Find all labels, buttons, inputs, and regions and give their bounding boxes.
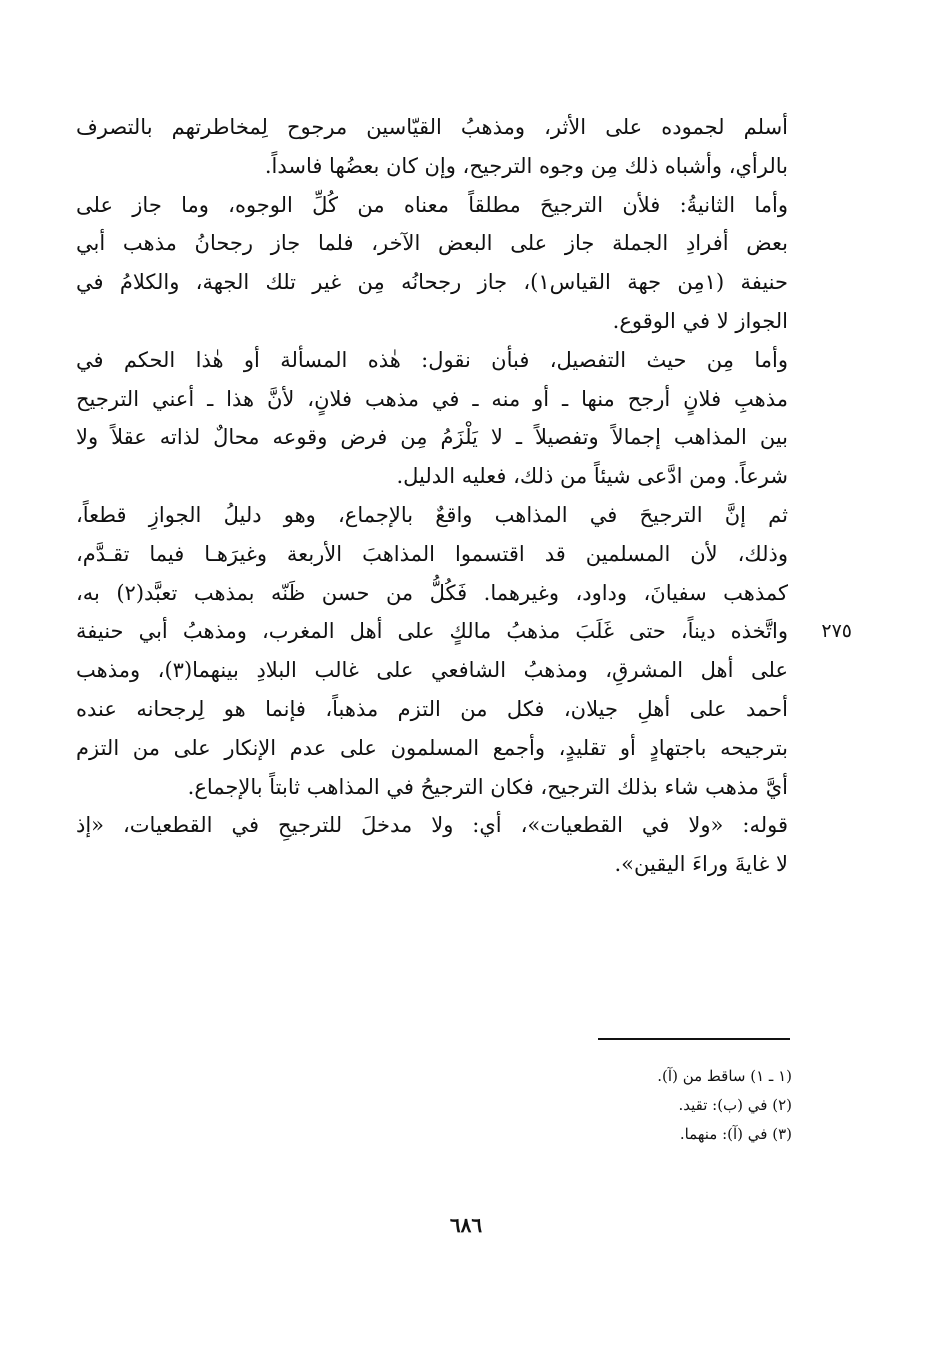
text-line: كمذهب سفيانَ، وداود، وغيرهما. فَكُلُّ من حسن ظَنّه بمذهب تعبَّد(٢) به، — [76, 580, 788, 605]
text-line: شرعاً. ومن ادَّعى شيئاً من ذلك، فعليه الدليل. — [396, 464, 788, 489]
text-line: لا غايةَ وراءَ اليقين». — [614, 852, 788, 877]
text-line: أحمد على أهلِ جيلان، فكل من التزم مذهباً، فإنما هو لِرجحانه عنده — [76, 696, 788, 721]
footnote: (١ ـ ١) ساقط من (آ). — [657, 1067, 792, 1085]
text-line: قوله: «ولا في القطعيات»، أي: ولا مدخلَ للترجيحِ في القطعيات، «إذ — [76, 813, 788, 838]
text-line: أسلم لجموده على الأثر، ومذهبُ القيّاسين مرجوح لِمخاطرتهم بالتصرف — [76, 115, 788, 139]
footnote: (٢) في (ب): تقيد. — [678, 1096, 792, 1114]
text-line: على أهل المشرقِ، ومذهبُ الشافعي على غالب البلادِ بينهما(٣)، ومذهب — [76, 658, 788, 683]
text-line: بترجيحه باجتهادٍ أو تقليدٍ، وأجمع المسلمون على عدم الإنكار على من التزم — [76, 735, 788, 760]
text-line: وأما الثانيةُ: فلأن الترجيحَ مطلقاً معناه من كُلِّ الوجوه، وما جاز على — [76, 192, 788, 217]
text-line: واتَّخذه ديناً، حتى غَلَبَ مذهبُ مالكٍ على أهل المغرب، ومذهبُ أبي حنيفة — [76, 619, 788, 644]
body-text — [76, 108, 788, 884]
text-line: بعض أفرادِ الجملة جاز على البعض الآخر، فلما جاز رجحانُ مذهب أبي — [76, 231, 788, 256]
text-line: مذهبِ فلانٍ أرجح منها ـ أو منه ـ في مذهب فلانٍ، لأنَّ هذا ـ أعني الترجيح — [76, 386, 788, 411]
text-line: أيَّ مذهب شاء بذلك الترجيح، فكان الترجيحُ في المذاهب ثابتاً بالإجماع. — [187, 774, 788, 799]
margin-page-reference: ٢٧٥ — [821, 620, 852, 643]
text-line: الجواز لا في الوقوع. — [612, 308, 788, 333]
text-line: حنيفة (١مِن جهة القياس١)، جاز رجحانُه مِن غير تلك الجهة، والكلامُ في — [76, 270, 788, 295]
footnotes — [420, 1062, 792, 1149]
text-line: ثم إنَّ الترجيحَ في المذاهب واقعٌ بالإجماع، وهو دليلُ الجوازِ قطعاً، — [76, 502, 788, 527]
text-line: وأما مِن حيث التفصيل، فبأن نقول: هٰذه المسألة أو هٰذا الحكم في — [76, 347, 788, 372]
footnote: (٣) في (آ): منهما. — [679, 1125, 792, 1143]
text-line: بين المذاهب إجمالاً وتفصيلاً ـ لا يَلْزَمُ مِن فرض وقوعه محالٌ لذاته عقلاً ولا — [76, 425, 788, 450]
text-line: بالرأي، وأشباه ذلك مِن وجوه الترجيح، وإن كان بعضُها فاسداً. — [264, 153, 788, 178]
footnote-separator — [598, 1038, 790, 1040]
text-line: وذلك، لأن المسلمين قد اقتسموا المذاهبَ الأربعة وغيرَهـا فيما تقـدَّم، — [76, 541, 788, 566]
page-number: ٦٨٦ — [449, 1213, 483, 1237]
